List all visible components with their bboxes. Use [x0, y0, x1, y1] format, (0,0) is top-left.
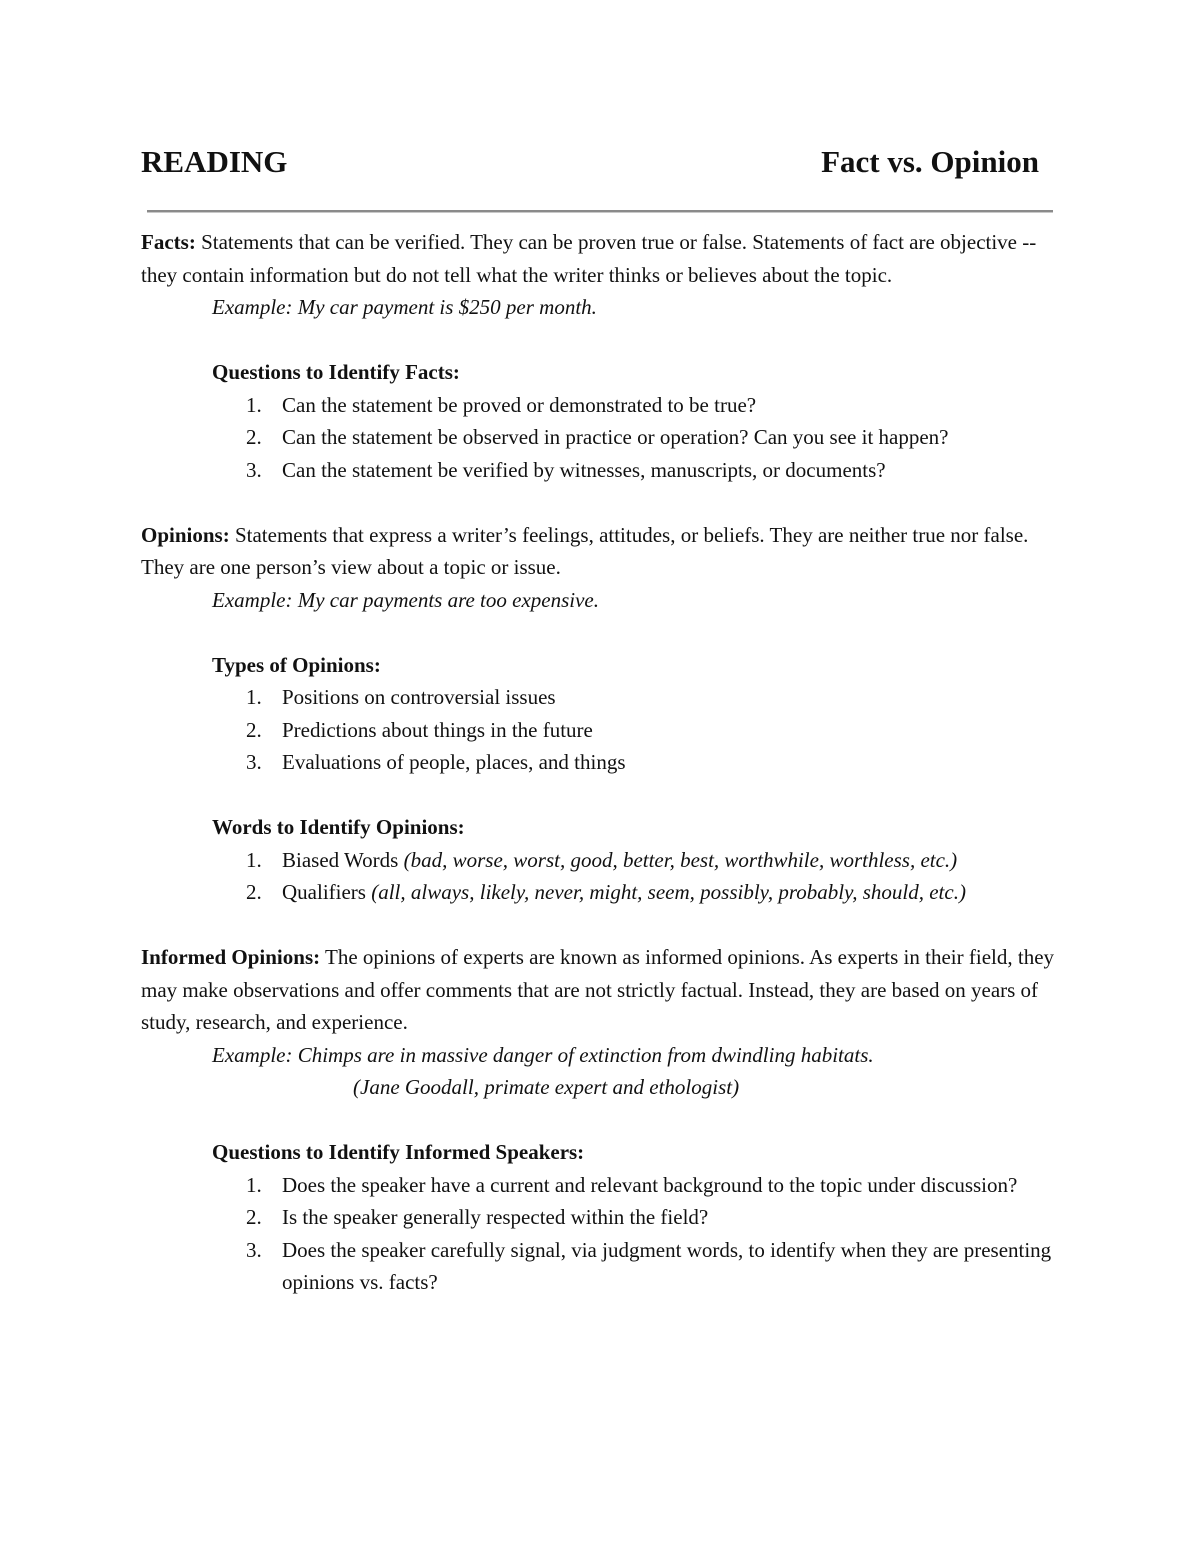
list-number: 2. — [246, 880, 262, 904]
list-text: Can the statement be proved or demonstrated to be true? — [282, 392, 757, 417]
list-number: 2. — [246, 1205, 262, 1229]
list-examples: (all, always, likely, never, might, seem, possibly, probably, should, etc.) — [371, 880, 966, 904]
opinions-text: Statements that express a writer’s feelings, attitudes, or beliefs. They are neither true nor false. They are one person’s view about a topic or issue. — [141, 522, 1029, 579]
informed-example-source: (Jane Goodall, primate expert and ethologist) — [353, 1075, 740, 1099]
opinion-words-list — [141, 844, 1056, 909]
header-right-title: Fact vs. Opinion — [821, 144, 1039, 179]
list-item — [141, 876, 1056, 909]
header-left-title: READING — [141, 144, 288, 179]
list-item — [141, 844, 1056, 877]
list-number: 2. — [246, 425, 262, 449]
list-text: Biased Words — [282, 847, 399, 872]
list-number: 1. — [246, 847, 262, 872]
list-number: 3. — [246, 1237, 262, 1262]
facts-label: Facts: — [141, 230, 196, 254]
list-item — [141, 389, 1056, 422]
informed-label: Informed Opinions: — [141, 945, 321, 969]
list-item — [141, 421, 1056, 454]
informed-example: Example: Chimps are in massive danger of extinction from dwindling habitats. — [212, 1042, 874, 1067]
document-body — [141, 226, 1056, 1299]
list-number: 2. — [246, 717, 262, 742]
list-number: 1. — [246, 1172, 262, 1197]
opinions-paragraph — [141, 519, 1056, 584]
header-divider — [147, 210, 1053, 213]
list-examples: (bad, worse, worst, good, better, best, worthwhile, worthless, etc.) — [403, 847, 958, 872]
list-item — [141, 1234, 1056, 1299]
opinion-types-heading: Types of Opinions: — [212, 652, 381, 677]
list-item — [141, 1169, 1056, 1202]
informed-questions-heading: Questions to Identify Informed Speakers: — [212, 1140, 585, 1164]
list-text: Does the speaker have a current and relevant background to the topic under discussion? — [282, 1172, 1018, 1197]
list-number: 3. — [246, 457, 262, 482]
facts-paragraph — [141, 226, 1056, 291]
list-text: Does the speaker carefully signal, via judgment words, to identify when they are presenting opinions vs. facts? — [282, 1237, 1052, 1294]
list-number: 1. — [246, 392, 262, 417]
facts-text: Statements that can be verified. They can be proven true or false. Statements of fact are objective -- they contain information but do not tell what the writer thinks or believes about the topic. — [141, 230, 1037, 287]
list-text: Positions on controversial issues — [282, 685, 556, 709]
list-text: Predictions about things in the future — [282, 717, 593, 742]
list-item — [141, 1201, 1056, 1234]
facts-questions-heading: Questions to Identify Facts: — [212, 360, 460, 384]
list-text: Is the speaker generally respected within the field? — [282, 1205, 709, 1229]
list-text: Qualifiers — [282, 880, 366, 904]
list-item — [141, 454, 1056, 487]
list-text: Can the statement be verified by witnesses, manuscripts, or documents? — [282, 457, 886, 482]
list-item — [141, 746, 1056, 779]
informed-questions-list — [141, 1169, 1056, 1299]
informed-paragraph — [141, 941, 1056, 1039]
document-header — [141, 142, 1039, 182]
list-text: Evaluations of people, places, and things — [282, 750, 626, 774]
opinion-words-heading: Words to Identify Opinions: — [212, 815, 465, 839]
opinion-types-list — [141, 681, 1056, 779]
list-number: 3. — [246, 750, 262, 774]
informed-text: The opinions of experts are known as informed opinions. As experts in their field, they may make observations and offer comments that are not strictly factual. Instead, they are based on years of study, research, and experience. — [141, 945, 1055, 1034]
opinions-example: Example: My car payments are too expensive. — [212, 587, 599, 612]
opinions-label: Opinions: — [141, 522, 230, 547]
facts-questions-list — [141, 389, 1056, 487]
list-text: Can the statement be observed in practice or operation? Can you see it happen? — [282, 425, 949, 449]
facts-example: Example: My car payment is $250 per month. — [212, 295, 597, 319]
list-item — [141, 714, 1056, 747]
list-item — [141, 681, 1056, 714]
list-number: 1. — [246, 685, 262, 709]
